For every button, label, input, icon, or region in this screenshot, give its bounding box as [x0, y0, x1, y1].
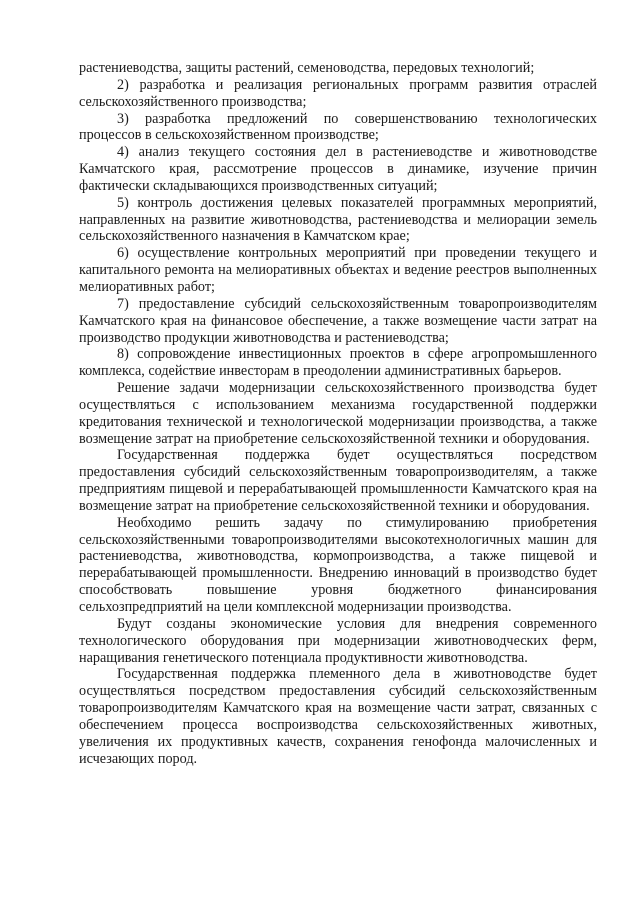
list-item-6: 6) осуществление контрольных мероприятий при проведении текущего и капитального ремонта на мелиоративных объектах и ведение реестров выполненных мелиоративных работ;: [79, 245, 597, 295]
paragraph-economic-conditions: Будут созданы экономические условия для внедрения современного технологического оборудования при модернизации животноводческих ферм, наращивания генетического потенциала продуктивности животноводства.: [79, 615, 597, 666]
paragraph-modernization: Решение задачи модернизации сельскохозяйственного производства будет осуществляться с использованием механизма государственной поддержки кредитования технической и технологической модернизации производства, а также возмещение затрат на приобретение сельскохозяйственной техники и оборудования.: [79, 380, 597, 447]
document-page: [79, 60, 597, 767]
list-item-8: 8) сопровождение инвестиционных проектов в сфере агропромышленного комплекса, содействие инвесторам в преодолении административных барьеров.: [79, 346, 597, 380]
list-item-5: 5) контроль достижения целевых показателей программных мероприятий, направленных на развитие животноводства, растениеводства и мелиорации земель сельскохозяйственного назначения в Камчатском крае;: [79, 194, 597, 245]
paragraph-continuation: растениеводства, защиты растений, семеноводства, передовых технологий;: [79, 60, 535, 76]
paragraph-state-support: Государственная поддержка будет осуществляться посредством предоставления субсидий сельскохозяйственным товаропроизводителям, а также предприятиям пищевой и перерабатывающей промышленности Камчатского края на возмещение затрат на приобретение сельскохозяйственной техники и оборудования.: [79, 447, 597, 514]
list-item-4: 4) анализ текущего состояния дел в растениеводстве и животноводстве Камчатского края, рассмотрение процессов в динамике, изучение причин фактически складывающихся производственных ситуаций;: [79, 144, 597, 194]
paragraph-breeding-support: Государственная поддержка племенного дела в животноводстве будет осуществляться посредством предоставления субсидий сельскохозяйственным товаропроизводителям Камчатского края на возмещение части затрат, связанных с обеспечением процесса воспроизводства сельскохозяйственных животных, увеличения их продуктивных качеств, сохранения генофонда малочисленных и исчезающих пород.: [79, 666, 597, 767]
list-item-7: 7) предоставление субсидий сельскохозяйственным товаропроизводителям Камчатского края на финансовое обеспечение, а также возмещение части затрат на производство продукции животноводства и растениеводства;: [79, 295, 597, 346]
paragraph-stimulation: Необходимо решить задачу по стимулированию приобретения сельскохозяйственными товаропроизводителями высокотехнологичных машин для растениеводства, животноводства, кормопроизводства, а также пищевой и перерабатывающей промышленности. Внедрению инноваций в производство будет способствовать повышение уровня бюджетного финансирования сельхозпредприятий на цели комплексной модернизации производства.: [79, 514, 597, 615]
list-item-3: 3) разработка предложений по совершенствованию технологических процессов в сельскохозяйственном производстве;: [79, 110, 597, 144]
list-item-2: 2) разработка и реализация региональных программ развития отраслей сельскохозяйственного производства;: [79, 76, 597, 110]
